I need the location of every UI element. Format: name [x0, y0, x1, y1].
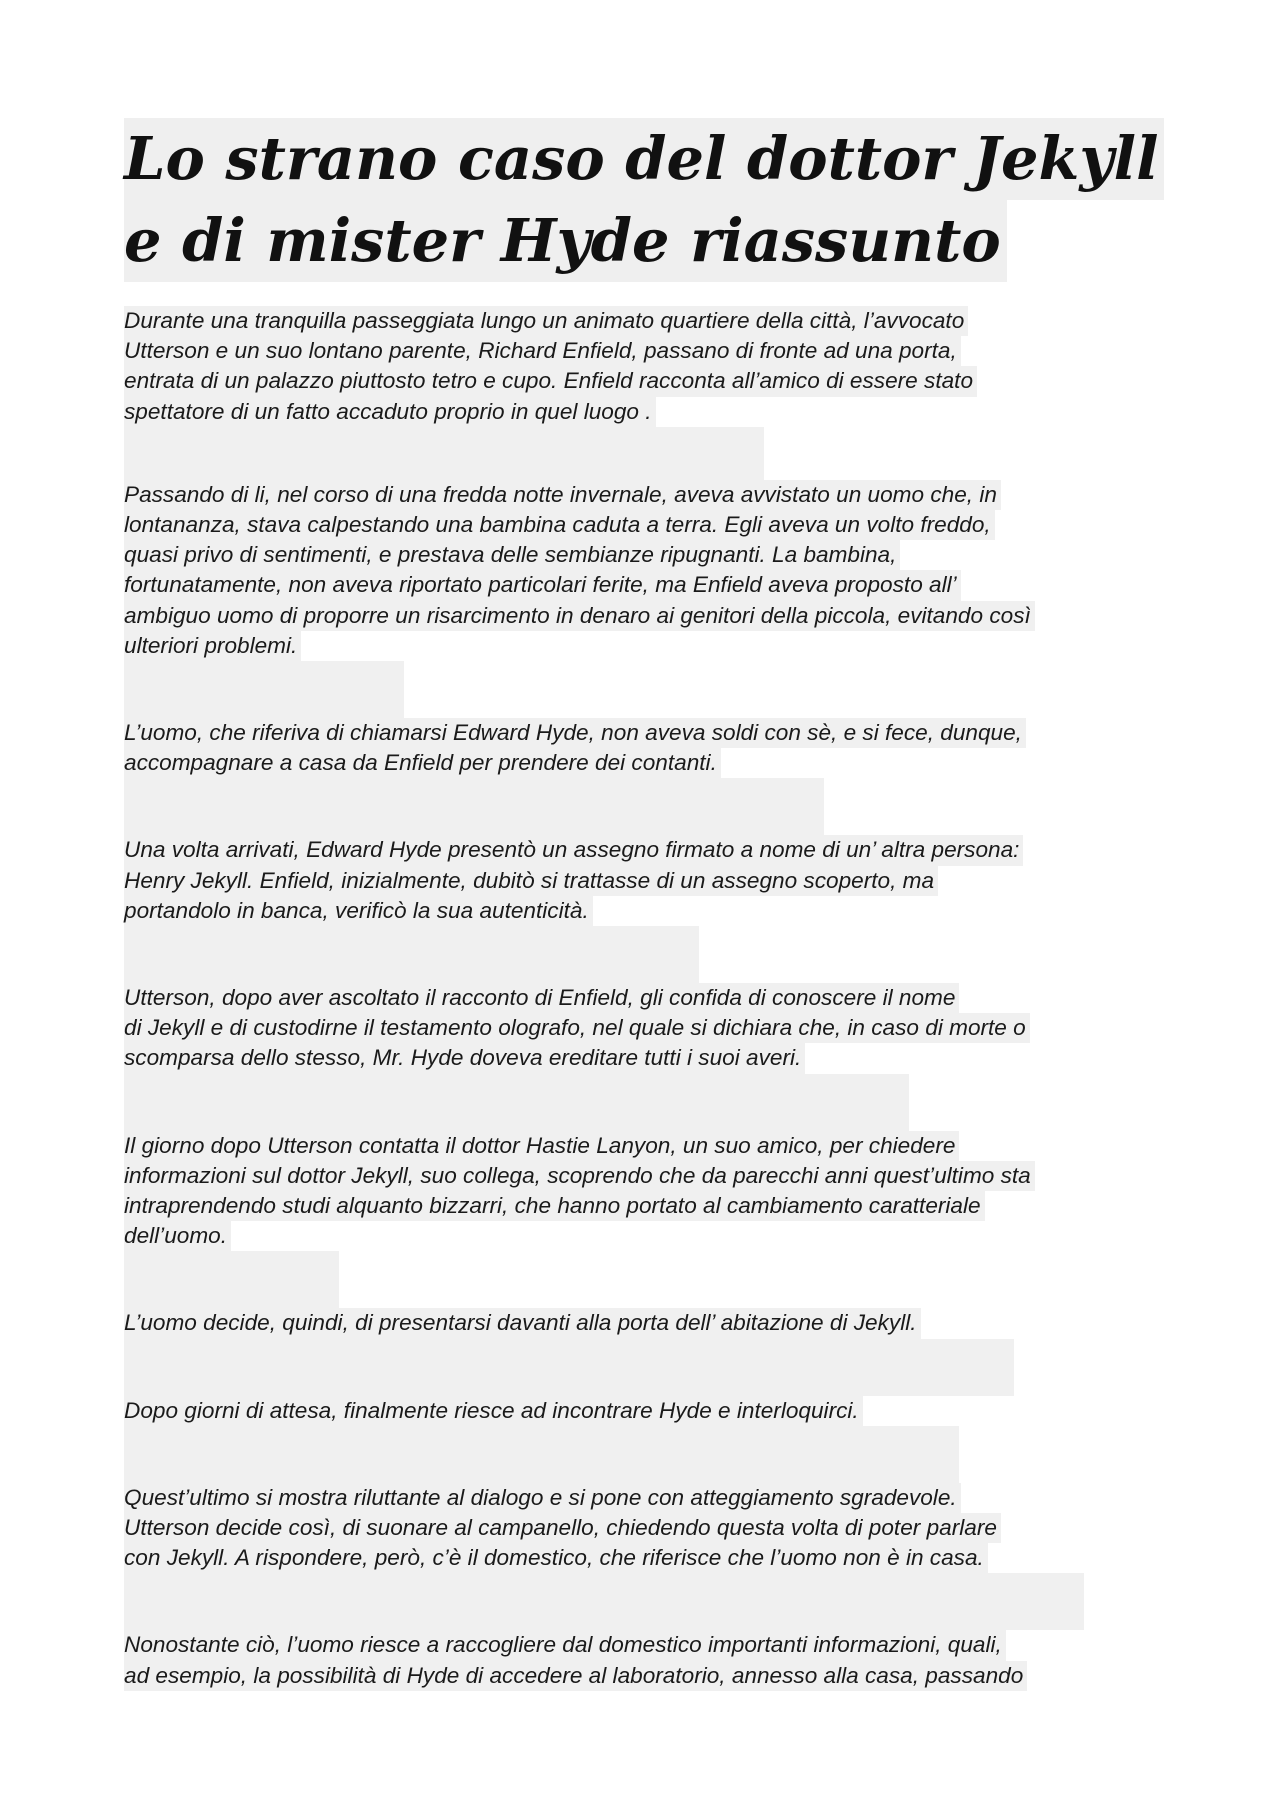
paragraph: [124, 1131, 1164, 1252]
paragraph-spacer: [124, 926, 699, 983]
paragraph-line: Nonostante ciò, l’uomo riesce a raccogliere dal domestico importanti informazioni, quali,: [124, 1630, 1006, 1660]
paragraph-line: Passando di li, nel corso di una fredda notte invernale, aveva avvistato un uomo che, in: [124, 480, 1001, 510]
paragraph-line: entrata di un palazzo piuttosto tetro e cupo. Enfield racconta all’amico di essere stato: [124, 366, 977, 396]
paragraph-spacer: [124, 1074, 909, 1131]
paragraph: [124, 1483, 1164, 1574]
paragraph-spacer: [124, 1251, 339, 1308]
paragraph-line: intraprendendo studi alquanto bizzarri, che hanno portato al cambiamento caratteriale: [124, 1191, 985, 1221]
paragraph-line: Una volta arrivati, Edward Hyde presentò un assegno firmato a nome di un’ altra persona:: [124, 835, 1023, 865]
paragraph: [124, 835, 1164, 926]
paragraph-spacer: [124, 778, 824, 835]
paragraph-line: Il giorno dopo Utterson contatta il dottor Hastie Lanyon, un suo amico, per chiedere: [124, 1131, 959, 1161]
paragraph-line: L’uomo, che riferiva di chiamarsi Edward Hyde, non aveva soldi con sè, e si fece, dunque,: [124, 718, 1026, 748]
paragraph: [124, 718, 1164, 778]
paragraph-line: scomparsa dello stesso, Mr. Hyde doveva ereditare tutti i suoi averi.: [124, 1043, 805, 1073]
paragraph-line: ambiguo uomo di proporre un risarcimento in denaro ai genitori della piccola, evitando così: [124, 601, 1035, 631]
paragraph-line: Durante una tranquilla passeggiata lungo un animato quartiere della città, l’avvocato: [124, 306, 968, 336]
paragraph-line: lontananza, stava calpestando una bambina caduta a terra. Egli aveva un volto freddo,: [124, 510, 995, 540]
paragraph-line: Quest’ultimo si mostra riluttante al dialogo e si pone con atteggiamento sgradevole.: [124, 1483, 961, 1513]
paragraph-line: accompagnare a casa da Enfield per prendere dei contanti.: [124, 748, 721, 778]
paragraph-line: portandolo in banca, verificò la sua autenticità.: [124, 896, 593, 926]
paragraph-line: quasi privo di sentimenti, e prestava delle sembianze ripugnanti. La bambina,: [124, 540, 900, 570]
paragraph-line: con Jekyll. A rispondere, però, c’è il domestico, che riferisce che l’uomo non è in casa.: [124, 1543, 988, 1573]
paragraph-spacer: [124, 1426, 959, 1483]
paragraph-line: Henry Jekyll. Enfield, inizialmente, dubitò si trattasse di un assegno scoperto, ma: [124, 866, 938, 896]
paragraph: [124, 1630, 1164, 1690]
paragraph: [124, 480, 1164, 661]
paragraph-line: Dopo giorni di attesa, finalmente riesce ad incontrare Hyde e interloquirci.: [124, 1396, 863, 1426]
paragraph: [124, 983, 1164, 1074]
document-body: [124, 306, 1164, 1691]
paragraph-line: ulteriori problemi.: [124, 631, 301, 661]
paragraph-line: spettatore di un fatto accaduto proprio in quel luogo .: [124, 397, 656, 427]
paragraph-spacer: [124, 427, 764, 480]
paragraph-line: Utterson decide così, di suonare al campanello, chiedendo questa volta di poter parlare: [124, 1513, 1001, 1543]
paragraph-spacer: [124, 1339, 1014, 1396]
paragraph-line: informazioni sul dottor Jekyll, suo collega, scoprendo che da parecchi anni quest’ultimo sta: [124, 1161, 1035, 1191]
document-title: [124, 118, 1164, 282]
paragraph-spacer: [124, 661, 404, 718]
paragraph-line: Utterson e un suo lontano parente, Richard Enfield, passano di fronte ad una porta,: [124, 336, 961, 366]
paragraph-line: dell’uomo.: [124, 1221, 231, 1251]
paragraph-line: ad esempio, la possibilità di Hyde di accedere al laboratorio, annesso alla casa, passando: [124, 1661, 1027, 1691]
title-line: e di mister Hyde riassunto: [124, 200, 1007, 282]
paragraph: [124, 306, 1164, 427]
paragraph: [124, 1396, 1164, 1426]
paragraph-line: fortunatamente, non aveva riportato particolari ferite, ma Enfield aveva proposto all’: [124, 570, 961, 600]
document-content: [124, 118, 1164, 1691]
paragraph: [124, 1308, 1164, 1338]
paragraph-spacer: [124, 1573, 1084, 1630]
paragraph-line: Utterson, dopo aver ascoltato il racconto di Enfield, gli confida di conoscere il nome: [124, 983, 959, 1013]
paragraph-line: L’uomo decide, quindi, di presentarsi davanti alla porta dell’ abitazione di Jekyll.: [124, 1308, 921, 1338]
paragraph-line: di Jekyll e di custodirne il testamento olografo, nel quale si dichiara che, in caso di morte o: [124, 1013, 1030, 1043]
title-line: Lo strano caso del dottor Jekyll: [124, 118, 1164, 200]
